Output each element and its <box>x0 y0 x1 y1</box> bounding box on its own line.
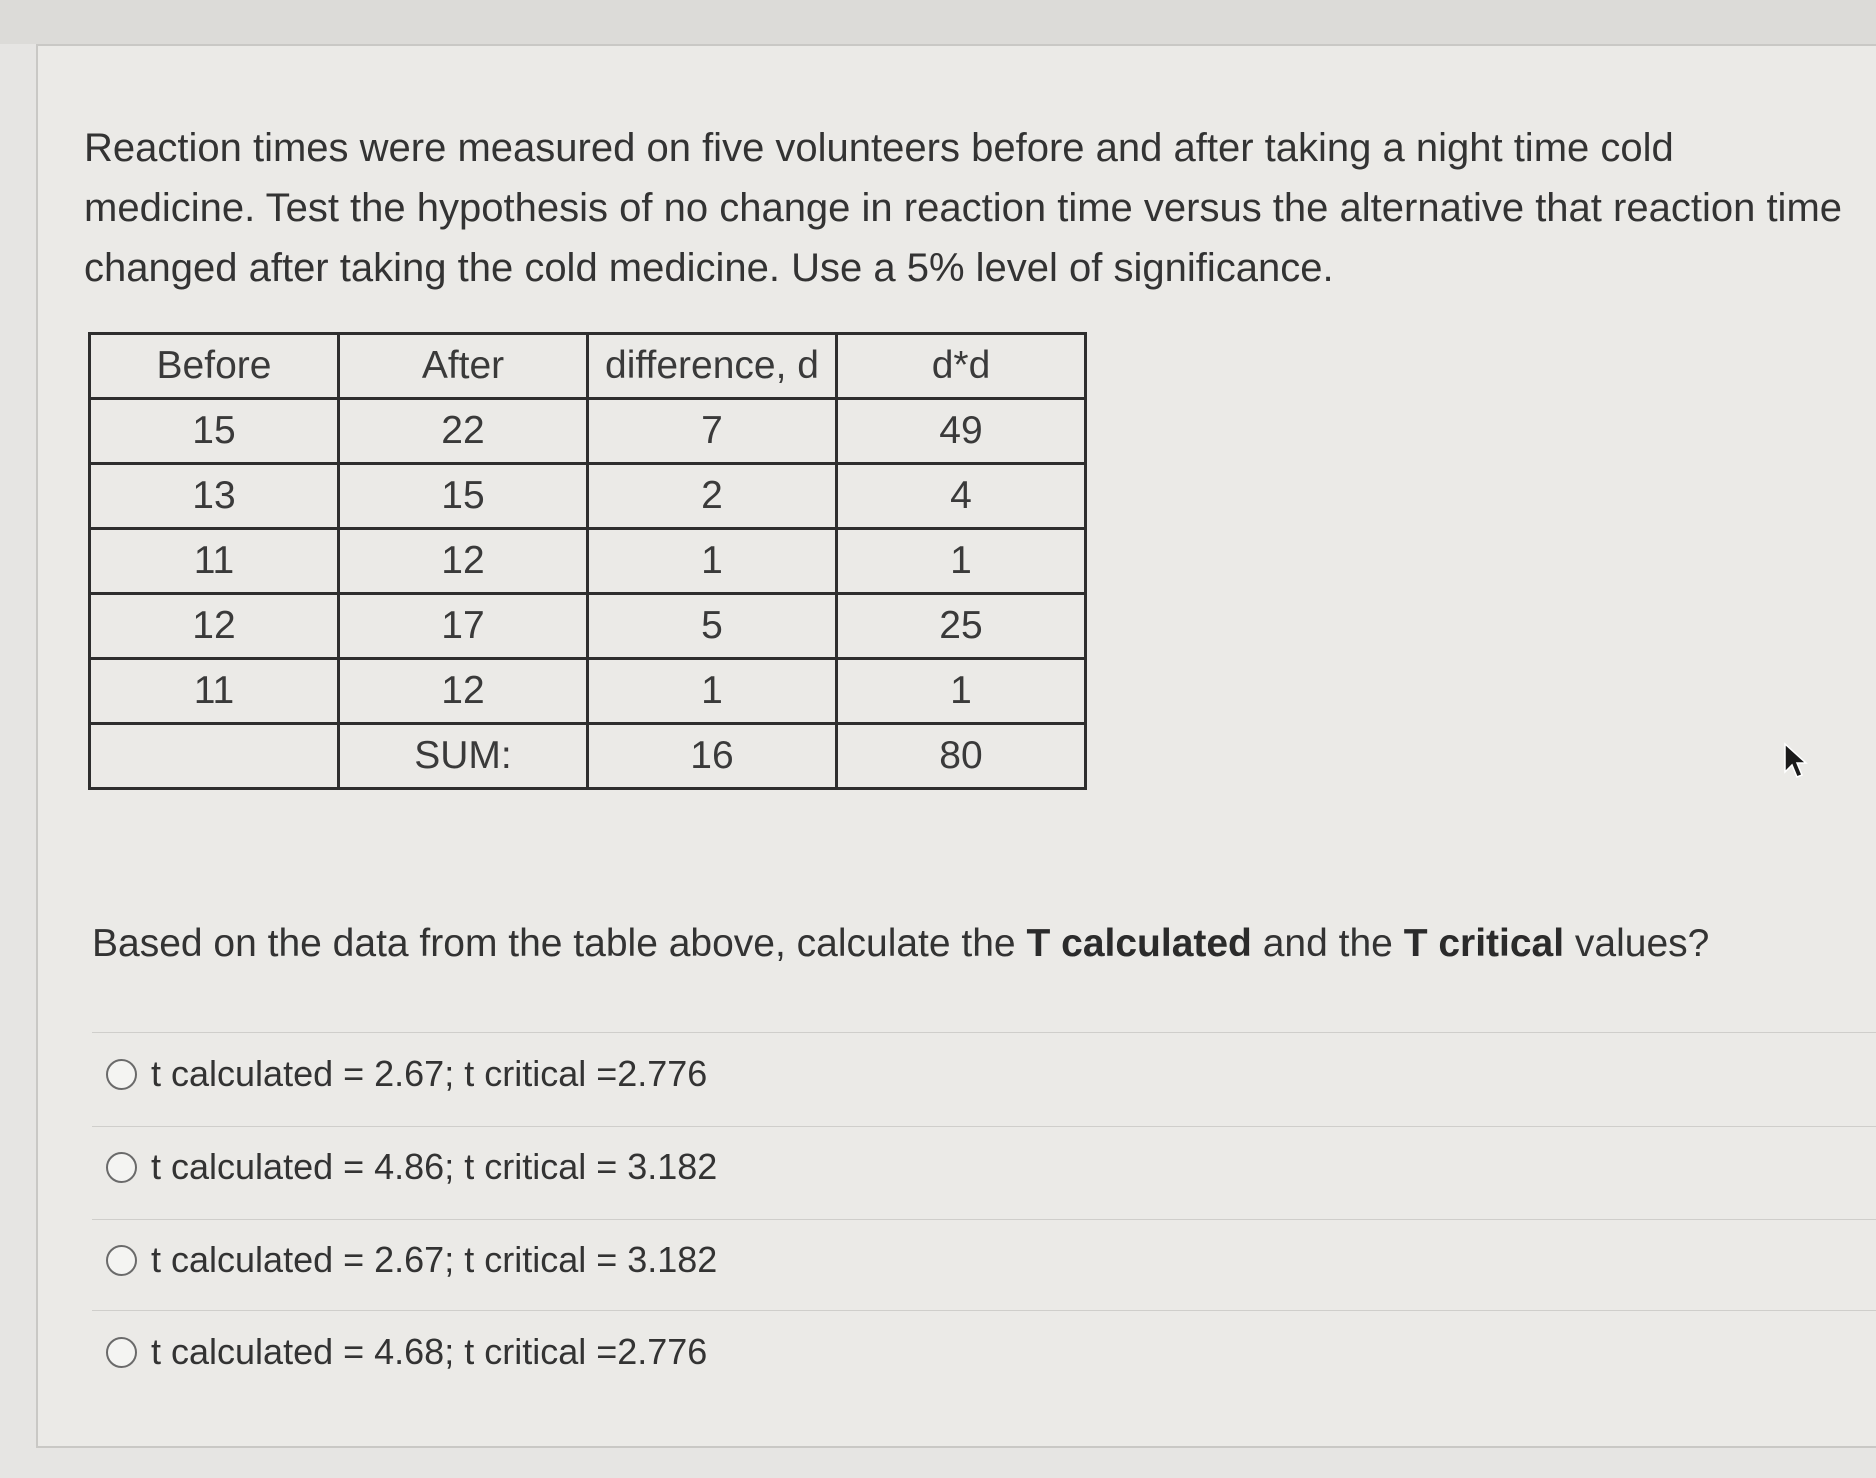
question-paragraph: Reaction times were measured on five volunteers before and after taking a night time cold medicine. Test the hypothesis of no change in reaction time versus the alternative that reaction time changed after taking the cold medicine. Use a 5% level of significance. <box>84 126 1843 290</box>
radio-empty-icon[interactable] <box>106 1152 137 1183</box>
table-row <box>90 464 1086 529</box>
table-header-cell: difference, d <box>588 334 837 399</box>
prompt-bold-t-calculated: T calculated <box>1026 922 1252 965</box>
table-cell: 15 <box>90 399 339 464</box>
table-cell: 12 <box>339 659 588 724</box>
table-cell: 5 <box>588 594 837 659</box>
table-cell: 13 <box>90 464 339 529</box>
answer-option-2[interactable] <box>106 1143 717 1191</box>
sum-d-squared: 80 <box>837 724 1086 789</box>
table-cell: 1 <box>837 529 1086 594</box>
answer-option-label: t calculated = 2.67; t critical =2.776 <box>151 1053 708 1094</box>
prompt-text: Based on the data from the table above, calculate the <box>92 922 1027 965</box>
table-cell: 15 <box>339 464 588 529</box>
data-table <box>88 332 1087 790</box>
table-cell: 22 <box>339 399 588 464</box>
option-divider <box>92 1126 1876 1127</box>
mouse-pointer-icon <box>1782 742 1808 782</box>
question-prompt <box>92 918 1852 970</box>
table-cell: 2 <box>588 464 837 529</box>
table-cell: 12 <box>90 594 339 659</box>
top-strip <box>0 0 1876 44</box>
radio-empty-icon[interactable] <box>106 1059 137 1090</box>
table-cell <box>90 724 339 789</box>
table-header-cell: Before <box>90 334 339 399</box>
answer-option-label: t calculated = 4.86; t critical = 3.182 <box>151 1146 718 1187</box>
option-divider <box>92 1310 1876 1311</box>
table-cell: 25 <box>837 594 1086 659</box>
table-cell: 11 <box>90 659 339 724</box>
table-cell: 1 <box>837 659 1086 724</box>
table-row <box>90 399 1086 464</box>
table-cell: 7 <box>588 399 837 464</box>
table-cell: 1 <box>588 659 837 724</box>
sum-difference: 16 <box>588 724 837 789</box>
table-header-cell: After <box>339 334 588 399</box>
table-cell: 17 <box>339 594 588 659</box>
table-row <box>90 529 1086 594</box>
prompt-bold-t-critical: T critical <box>1403 922 1565 965</box>
table-header-row <box>90 334 1086 399</box>
table-row <box>90 659 1086 724</box>
radio-empty-icon[interactable] <box>106 1245 137 1276</box>
table-header-cell: d*d <box>837 334 1086 399</box>
table-sum-row <box>90 724 1086 789</box>
answer-option-3[interactable] <box>106 1236 717 1284</box>
table-row <box>90 594 1086 659</box>
option-divider <box>92 1032 1876 1033</box>
radio-empty-icon[interactable] <box>106 1337 137 1368</box>
answer-option-1[interactable] <box>106 1050 707 1098</box>
table-cell: 1 <box>588 529 837 594</box>
answer-option-label: t calculated = 2.67; t critical = 3.182 <box>151 1239 718 1280</box>
answer-option-label: t calculated = 4.68; t critical =2.776 <box>151 1331 708 1372</box>
question-text <box>84 118 1844 298</box>
answer-option-4[interactable] <box>106 1328 707 1376</box>
table-cell: 12 <box>339 529 588 594</box>
prompt-text: and the <box>1251 922 1404 965</box>
table-cell: 4 <box>837 464 1086 529</box>
sum-label: SUM: <box>339 724 588 789</box>
option-divider <box>92 1219 1876 1220</box>
table-cell: 49 <box>837 399 1086 464</box>
table-cell: 11 <box>90 529 339 594</box>
prompt-text: values? <box>1564 922 1710 965</box>
